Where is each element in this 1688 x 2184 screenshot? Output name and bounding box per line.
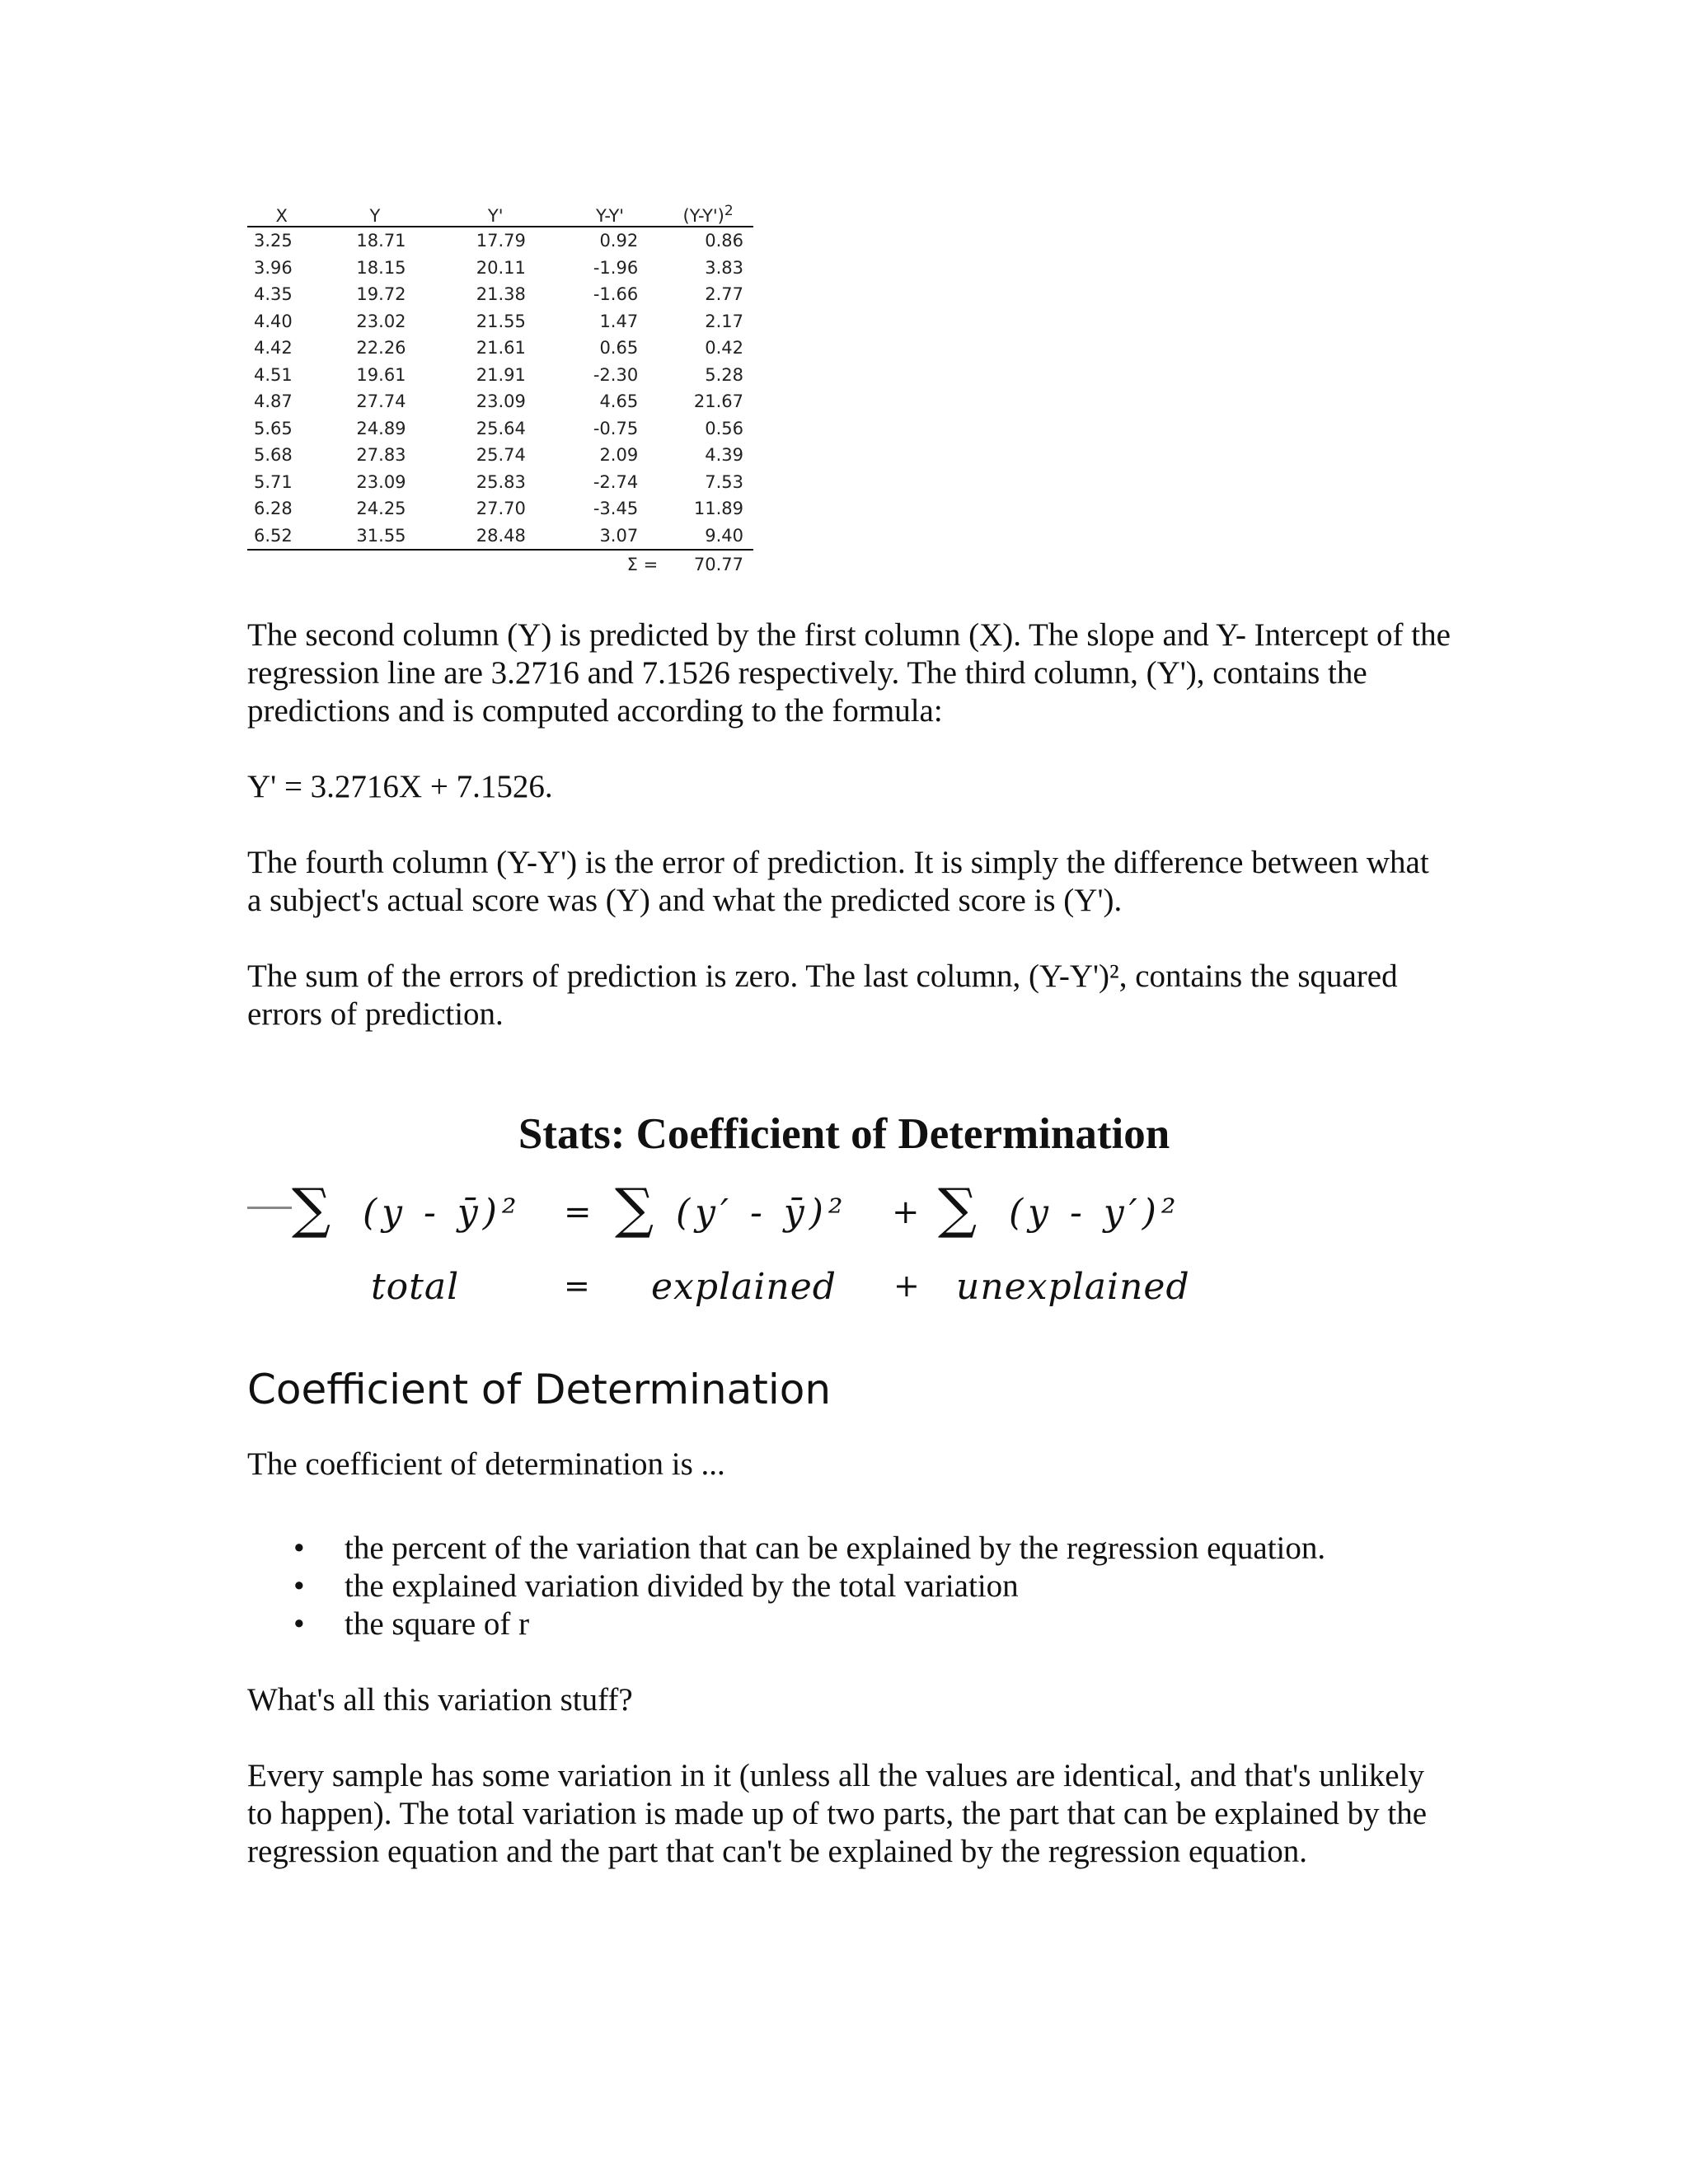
sum-row <box>247 550 753 579</box>
error-value: -3.45 <box>593 499 639 519</box>
x-value: 3.96 <box>254 257 293 278</box>
error-value: -1.96 <box>593 257 639 278</box>
y-value: 18.71 <box>356 231 406 251</box>
x-value: 5.71 <box>254 471 293 492</box>
y-prime-value: 25.64 <box>476 418 526 438</box>
y-value: 23.09 <box>356 471 406 492</box>
squared-error-value: 7.53 <box>705 471 743 492</box>
term-total: (y - ȳ)² <box>363 1192 522 1234</box>
list-item <box>247 1568 1484 1605</box>
y-prime-value: 21.55 <box>476 311 526 331</box>
table-header-row <box>247 196 753 227</box>
header-error: Y-Y' <box>557 196 663 227</box>
y-value: 31.55 <box>316 523 434 551</box>
label-equals: = <box>564 1268 590 1304</box>
header-x: X <box>247 196 316 227</box>
squared-error-value: 5.28 <box>705 364 743 385</box>
y-value: 19.72 <box>356 284 406 305</box>
term-unexplained: (y - y′)² <box>1009 1192 1181 1234</box>
squared-error-value: 0.42 <box>705 338 743 359</box>
y-value: 24.25 <box>356 499 406 519</box>
error-value: 0.92 <box>599 231 639 251</box>
y-prime-value: 21.61 <box>476 338 526 359</box>
x-value: 6.52 <box>247 523 316 551</box>
paragraph-slope-intercept: The second column (Y) is predicted by the first column (X). The slope and Y- Intercept of the regression line are 3.2716 and 7.1526 respectively. The third column, (Y'), contains the predictions and is computed according to the formula: <box>247 617 1451 729</box>
list-item <box>247 1605 1484 1643</box>
error-value: -2.30 <box>593 364 639 385</box>
sigma-unexplained: ∑ <box>938 1177 978 1240</box>
definition-list <box>247 1530 1484 1643</box>
paragraph-formula: Y' = 3.2716X + 7.1526. <box>247 769 553 804</box>
y-prime-value: 25.74 <box>476 445 526 466</box>
empty-cell <box>316 550 434 579</box>
y-prime-value: 25.83 <box>476 471 526 492</box>
table-body <box>247 227 753 579</box>
list-item-text: the square of r <box>345 1606 530 1642</box>
empty-cell <box>434 550 557 579</box>
list-item-text: the explained variation divided by the total variation <box>345 1568 1019 1604</box>
x-value: 4.87 <box>254 391 293 412</box>
error-value: -0.75 <box>593 418 639 438</box>
empty-cell <box>247 550 316 579</box>
y-value: 27.74 <box>356 391 406 412</box>
y-prime-value: 20.11 <box>476 257 526 278</box>
paragraph-error-of-prediction: The fourth column (Y-Y') is the error of prediction. It is simply the difference between what a subject's actual score was (Y) and what the predicted score is (Y'). <box>247 845 1429 918</box>
formula-plus: + <box>892 1193 920 1231</box>
sigma-explained: ∑ <box>615 1177 654 1240</box>
error-value: -1.66 <box>593 284 639 305</box>
bullet-icon: • <box>293 1606 305 1642</box>
y-prime-value: 17.79 <box>476 231 526 251</box>
term-explained: (y′ - ȳ)² <box>676 1192 848 1234</box>
x-value: 5.65 <box>254 418 293 438</box>
y-value: 23.02 <box>356 311 406 331</box>
squared-error-value: 11.89 <box>693 499 743 519</box>
y-prime-value: 23.09 <box>476 391 526 412</box>
x-value: 4.51 <box>254 364 293 385</box>
list-item-text: the percent of the variation that can be explained by the regression equation. <box>345 1530 1326 1566</box>
y-prime-value: 21.38 <box>476 284 526 305</box>
x-value: 3.25 <box>254 231 293 251</box>
y-value: 27.83 <box>356 445 406 466</box>
regression-table <box>247 196 753 579</box>
closing-paragraph: Every sample has some variation in it (unless all the values are identical, and that's unlikely to happen). The total variation is made up of two parts, the part that can be explained by the regression equation and the part that can't be explained by the regression equation. <box>247 1758 1428 1869</box>
error-value: 0.65 <box>599 338 639 359</box>
table-row <box>247 523 753 551</box>
squared-error-value: 0.86 <box>705 231 743 251</box>
squared-error-value: 2.77 <box>705 284 743 305</box>
header-squared-error <box>663 196 753 227</box>
variation-formula <box>247 1177 1236 1309</box>
squared-error-value: 0.56 <box>705 418 743 438</box>
label-explained: explained <box>651 1266 837 1308</box>
x-value: 4.35 <box>254 284 293 305</box>
y-value: 19.61 <box>356 364 406 385</box>
question-text: What's all this variation stuff? <box>247 1682 633 1718</box>
label-total: total <box>371 1266 460 1308</box>
label-unexplained: unexplained <box>956 1266 1190 1308</box>
table-row <box>247 442 753 469</box>
table-row <box>247 227 753 255</box>
formula-equals: = <box>564 1193 592 1231</box>
sigma-total: ∑ <box>292 1177 331 1240</box>
y-prime-value: 27.70 <box>476 499 526 519</box>
y-prime-value: 28.48 <box>434 523 557 551</box>
header-squared-exponent: 2 <box>724 203 734 219</box>
list-item <box>247 1530 1484 1568</box>
sum-value: 70.77 <box>693 555 743 574</box>
section-title: Coefficient of Determination <box>247 1366 832 1413</box>
table-row <box>247 495 753 523</box>
error-value: 3.07 <box>557 523 663 551</box>
table-row <box>247 388 753 415</box>
bullet-icon: • <box>293 1530 305 1566</box>
y-value: 22.26 <box>356 338 406 359</box>
x-value: 4.40 <box>254 311 293 331</box>
table-row <box>247 255 753 282</box>
y-prime-value: 21.91 <box>476 364 526 385</box>
y-value: 18.15 <box>356 257 406 278</box>
squared-error-value: 21.67 <box>693 391 743 412</box>
bullet-icon: • <box>293 1568 305 1604</box>
squared-error-value: 2.17 <box>705 311 743 331</box>
paragraph-squared-errors: The sum of the errors of prediction is zero. The last column, (Y-Y')², contains the squared errors of prediction. <box>247 958 1398 1032</box>
error-value: -2.74 <box>593 471 639 492</box>
table-row <box>247 281 753 308</box>
header-y: Y <box>316 196 434 227</box>
squared-error-value: 4.39 <box>705 445 743 466</box>
header-squared-error-label: (Y-Y') <box>682 206 724 226</box>
label-plus: + <box>893 1268 920 1304</box>
error-value: 2.09 <box>599 445 639 466</box>
squared-error-value: 3.83 <box>705 257 743 278</box>
squared-error-value: 9.40 <box>663 523 753 551</box>
table-row <box>247 415 753 443</box>
table-row <box>247 335 753 362</box>
x-value: 5.68 <box>254 445 293 466</box>
table-row <box>247 469 753 496</box>
header-y-prime: Y' <box>434 196 557 227</box>
table-row <box>247 362 753 389</box>
sum-label: Σ = <box>626 555 659 574</box>
y-value: 24.89 <box>356 418 406 438</box>
intro-text: The coefficient of determination is ... <box>247 1446 725 1482</box>
table-row <box>247 308 753 335</box>
error-value: 4.65 <box>599 391 639 412</box>
stats-title: Stats: Coefficient of Determination <box>518 1110 1170 1158</box>
x-value: 4.42 <box>254 338 293 359</box>
error-value: 1.47 <box>599 311 639 331</box>
formula-dash <box>247 1207 292 1209</box>
x-value: 6.28 <box>254 499 293 519</box>
